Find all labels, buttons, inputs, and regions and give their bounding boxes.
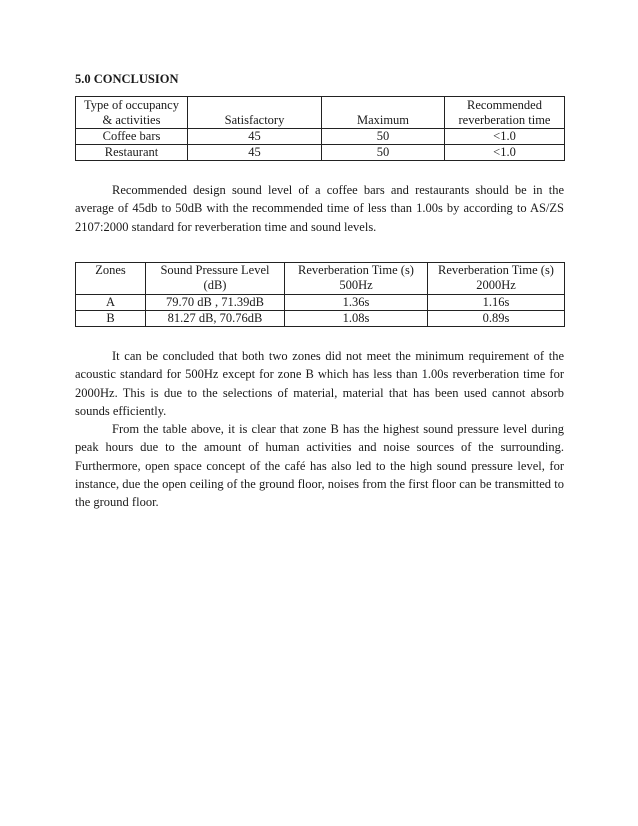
paragraph: It can be concluded that both two zones did not meet the minimum requirement of the acoustic standard for 500Hz except for zone B which has less than 1.00s reverberation time for 2000Hz. This is due to the selections of material, material that has been used cannot absorb sounds efficiently. bbox=[75, 349, 564, 418]
header-cell: Sound Pressure Level (dB) bbox=[146, 263, 285, 295]
table-cell: B bbox=[76, 311, 146, 327]
table-cell: A bbox=[76, 295, 146, 311]
table-header-row bbox=[76, 263, 565, 295]
header-cell: Type of occupancy & activities bbox=[76, 97, 188, 129]
table-cell: 1.16s bbox=[428, 295, 565, 311]
section-heading: 5.0 CONCLUSION bbox=[75, 72, 179, 86]
table-cell: 1.36s bbox=[285, 295, 428, 311]
header-cell: Reverberation Time (s) 2000Hz bbox=[428, 263, 565, 295]
table-row bbox=[76, 295, 565, 311]
table-cell: <1.0 bbox=[445, 145, 565, 161]
table-cell: <1.0 bbox=[445, 129, 565, 145]
table-header-row bbox=[76, 97, 565, 129]
table-cell: 0.89s bbox=[428, 311, 565, 327]
paragraph: Recommended design sound level of a coffee bars and restaurants should be in the average of 45db to 50dB with the recommended time of less than 1.00s by according to AS/ZS 2107:2000 standard for reverberation time and sound levels. bbox=[75, 183, 564, 234]
table-cell: 1.08s bbox=[285, 311, 428, 327]
table-cell: 45 bbox=[188, 129, 322, 145]
header-cell: Reverberation Time (s) 500Hz bbox=[285, 263, 428, 295]
zone-measurement-table bbox=[75, 262, 565, 327]
table-row bbox=[76, 129, 565, 145]
paragraph: From the table above, it is clear that zone B has the highest sound pressure level during peak hours due to the amount of human activities and noise sources of the surrounding. Furthermore, open space concept of the café has also led to the high sound pressure level, for instance, due the open ceiling of the ground floor, noises from the first floor can be transmitted to the ground floor. bbox=[75, 422, 564, 510]
table-cell: 45 bbox=[188, 145, 322, 161]
table-cell: 50 bbox=[322, 145, 445, 161]
header-cell: Zones bbox=[76, 263, 146, 295]
reverberation-standard-table bbox=[75, 96, 565, 161]
table-cell: Coffee bars bbox=[76, 129, 188, 145]
table-cell: 50 bbox=[322, 129, 445, 145]
table-cell: 79.70 dB , 71.39dB bbox=[146, 295, 285, 311]
header-cell: Maximum bbox=[322, 97, 445, 129]
table-row bbox=[76, 145, 565, 161]
table-cell: 81.27 dB, 70.76dB bbox=[146, 311, 285, 327]
header-cell: Satisfactory bbox=[188, 97, 322, 129]
header-cell: Recommended reverberation time bbox=[445, 97, 565, 129]
table-cell: Restaurant bbox=[76, 145, 188, 161]
table-row bbox=[76, 311, 565, 327]
